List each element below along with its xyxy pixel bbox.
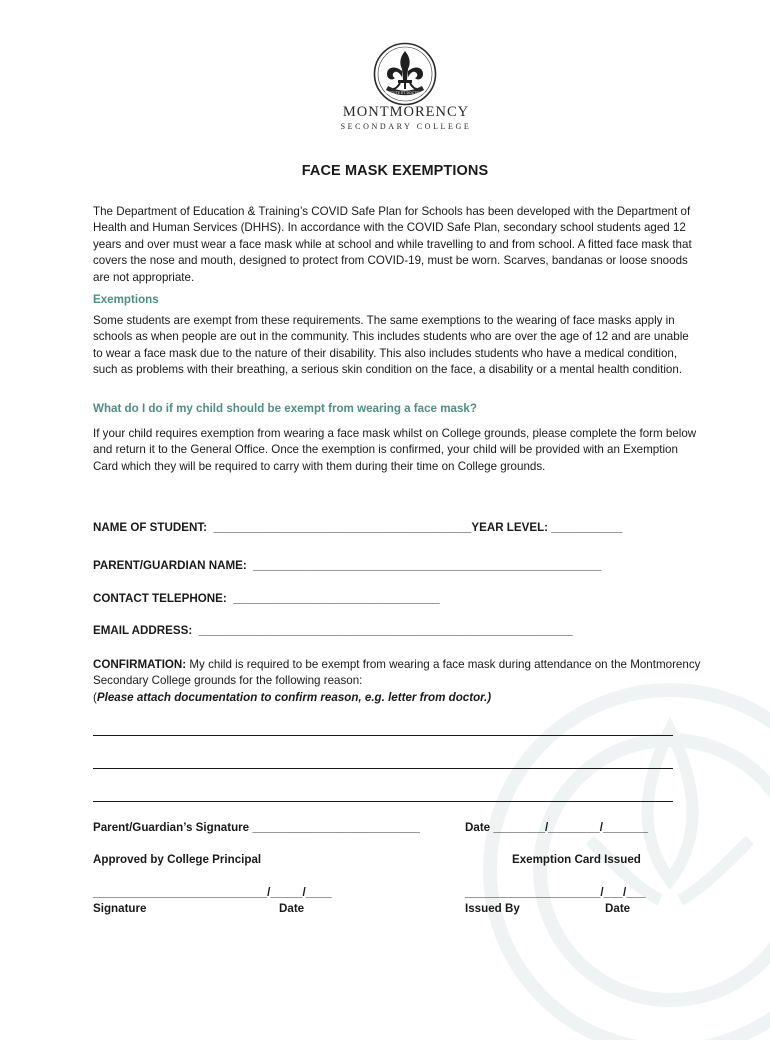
email-blank[interactable]: __________________________________________________________ [198,624,573,637]
intro-paragraph: The Department of Education & Training’s COVID Safe Plan for Schools has been developed with the Department of Health and Human Services (DHHS). In accordance with the COVID Safe Plan, secondary school students aged 12 years and over must wear a face mask while at school and while travelling to and from school. A fitted face mask that covers the nose and mouth, designed to protect from COVID-19, must be worn. Scarves, bandanas or loose snoods are not appropriate. [93,205,692,284]
parent-name-blank[interactable]: ______________________________________________________ [253,559,602,572]
contact-telephone-field[interactable] [93,592,440,605]
exemptions-heading: Exemptions [93,293,159,306]
email-address-field[interactable] [93,624,573,637]
principal-signature-blank[interactable]: ___________________________/_____/____ [93,886,332,899]
principal-date-caption: Date [279,902,305,915]
signature-caption: Signature [93,902,147,915]
signature-date-field[interactable] [465,821,648,834]
email-label: EMAIL ADDRESS: [93,624,199,637]
phone-blank[interactable]: ________________________________ [233,592,440,605]
school-subtitle: SECONDARY COLLEGE [340,122,472,131]
signature-date-label: Date [465,821,494,834]
confirmation-note-open: ( [93,690,97,704]
what-to-do-heading: What do I do if my child should be exempt from wearing a face mask? [93,402,477,415]
seal-motto: VIRTUTE ET DOCTRINA [385,91,425,95]
phone-label: CONTACT TELEPHONE: [93,592,234,605]
exemption-card-issued-label: Exemption Card Issued [512,853,641,866]
issued-date-caption: Date [605,902,631,915]
year-level-label: YEAR LEVEL: [471,521,552,534]
approved-by-principal-label: Approved by College Principal [93,853,262,866]
parent-signature-label: Parent/Guardian’s Signature [93,821,253,834]
issued-by-blank[interactable]: _____________________/___/___ [465,886,646,899]
confirmation-label: CONFIRMATION: [93,658,187,671]
signature-date-blank[interactable]: ________/________/_______ [493,821,649,834]
reason-line-2[interactable] [93,768,673,769]
page-title: FACE MASK EXEMPTIONS [301,163,489,179]
parent-name-label: PARENT/GUARDIAN NAME: [93,559,254,572]
issued-by-caption: Issued By [465,902,520,915]
student-name-label: NAME OF STUDENT: [93,521,214,534]
reason-line-1[interactable] [93,735,673,736]
student-name-blank[interactable]: ________________________________________ [213,521,472,534]
exemptions-paragraph: Some students are exempt from these requirements. The same exemptions to the wearing of face masks apply in schools as when people are out in the community. This includes students who are over the age of 12 and are unable to wear a face mask due to the nature of their disability. This also includes students who have a medical condition, such as problems with their breathing, a serious skin condition on the face, a disability or a mental health condition. [93,314,689,377]
year-level-blank[interactable]: ___________ [551,521,623,534]
confirmation-statement [93,657,705,706]
confirmation-text: My child is required to be exempt from wearing a face mask during attendance on the Montmorency Secondary College grounds for the following reason: [93,658,701,688]
parent-name-field[interactable] [93,559,601,572]
what-to-do-paragraph: If your child requires exemption from wearing a face mask whilst on College grounds, please complete the form below and return it to the General Office. Once the exemption is confirmed, your child will be provided with an Exemption Card which they will be required to carry with them during their time on College grounds. [93,427,697,473]
fleur-de-lis-crest-icon [373,42,437,106]
parent-signature-field[interactable] [93,821,420,834]
confirmation-note: Please attach documentation to confirm reason, e.g. letter from doctor.) [96,690,492,704]
parent-signature-blank[interactable]: __________________________ [252,821,421,834]
school-name: MONTMORENCY [342,104,470,120]
reason-line-3[interactable] [93,801,673,802]
student-name-field[interactable] [93,521,622,534]
